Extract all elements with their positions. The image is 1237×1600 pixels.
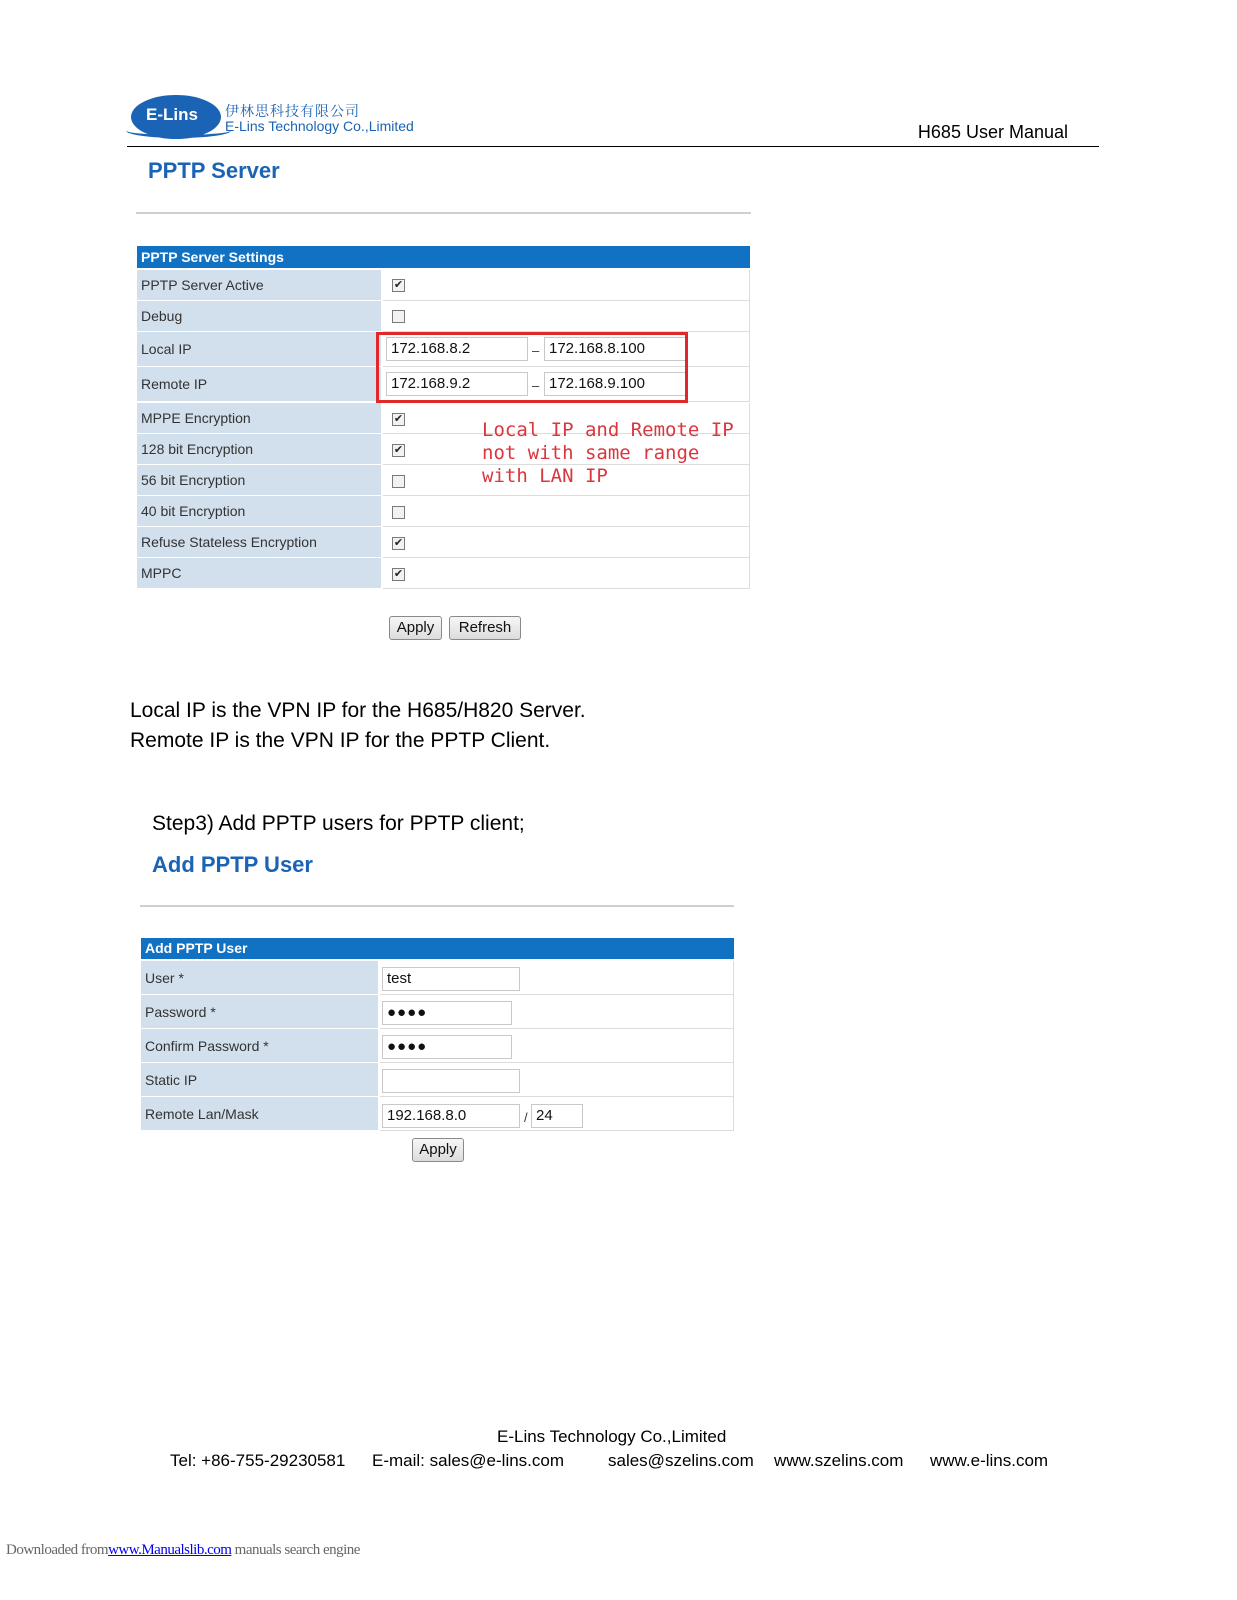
apply-button[interactable]: Apply (389, 616, 442, 640)
label-user: User * (141, 961, 378, 995)
title-divider (140, 905, 734, 907)
label-refuse-stateless-encryption: Refuse Stateless Encryption (137, 527, 381, 558)
mppe-encryption-checkbox[interactable]: ✔ (393, 413, 404, 425)
value-cell (383, 558, 750, 589)
local-ip-description: Local IP is the VPN IP for the H685/H820 Server. (130, 699, 586, 722)
refresh-button[interactable]: Refresh (449, 616, 521, 640)
password-input[interactable]: ●●●● (382, 1001, 512, 1025)
label-static-ip: Static IP (141, 1063, 378, 1097)
refuse-stateless-encryption-checkbox[interactable]: ✔ (393, 537, 404, 549)
add-pptp-user-title: Add PPTP User (152, 852, 313, 877)
56-bit-encryption-checkbox[interactable] (392, 475, 405, 488)
label-remote-lan-mask: Remote Lan/Mask (141, 1097, 378, 1131)
label-mppe-encryption: MPPE Encryption (137, 403, 381, 434)
download-prefix: Downloaded from (6, 1542, 109, 1558)
company-name-chinese: 伊林思科技有限公司 (225, 104, 360, 120)
manual-title: H685 User Manual (917, 122, 1068, 142)
confirm-password-input[interactable]: ●●●● (382, 1035, 512, 1059)
label-local-ip: Local IP (137, 332, 381, 367)
footer-email: E-mail: sales@e-lins.com (372, 1451, 565, 1470)
footer-website-2: www.e-lins.com (930, 1451, 1049, 1470)
add-user-apply-button[interactable]: Apply (412, 1138, 464, 1162)
label-password: Password * (141, 995, 378, 1029)
company-name-english: E-Lins Technology Co.,Limited (225, 118, 414, 134)
manualslib-link[interactable]: www.Manualslib.com (108, 1542, 232, 1558)
40-bit-encryption-checkbox[interactable] (392, 506, 405, 519)
mask-separator: / (524, 1110, 528, 1125)
debug-checkbox[interactable] (392, 310, 405, 323)
value-cell (383, 301, 750, 332)
header-divider (127, 146, 1099, 147)
step3-heading: Step3) Add PPTP users for PPTP client; (152, 812, 525, 835)
mask-input[interactable]: 24 (531, 1104, 583, 1128)
download-notice (6, 1542, 360, 1559)
remote-lan-input[interactable]: 192.168.8.0 (382, 1104, 520, 1128)
remote-ip-description: Remote IP is the VPN IP for the PPTP Client. (130, 729, 551, 752)
label-128-bit-encryption: 128 bit Encryption (137, 434, 381, 465)
pptp-server-active-checkbox[interactable]: ✔ (393, 279, 404, 291)
remote-ip-end-input[interactable]: 172.168.9.100 (544, 372, 686, 396)
user-input[interactable]: test (382, 967, 520, 991)
pptp-server-settings-header: PPTP Server Settings (137, 246, 750, 268)
footer-company: E-Lins Technology Co.,Limited (497, 1427, 727, 1446)
label-confirm-password: Confirm Password * (141, 1029, 378, 1063)
logo-swoosh (126, 123, 231, 138)
label-pptp-server-active: PPTP Server Active (137, 270, 381, 301)
label-debug: Debug (137, 301, 381, 332)
label-40-bit-encryption: 40 bit Encryption (137, 496, 381, 527)
value-cell (383, 270, 750, 301)
add-pptp-user-header: Add PPTP User (141, 938, 734, 959)
range-separator: – (532, 343, 540, 358)
label-remote-ip: Remote IP (137, 367, 381, 402)
local-ip-start-input[interactable]: 172.168.8.2 (386, 337, 528, 361)
local-ip-end-input[interactable]: 172.168.8.100 (544, 337, 686, 361)
static-ip-input[interactable] (382, 1069, 520, 1093)
range-separator: – (532, 378, 540, 393)
footer-website-1: www.szelins.com (774, 1451, 904, 1470)
logo: E-Lins (146, 105, 198, 124)
pptp-server-title: PPTP Server (148, 158, 280, 183)
remote-ip-start-input[interactable]: 172.168.9.2 (386, 372, 528, 396)
highlight-box (376, 332, 688, 403)
footer-email-2: sales@szelins.com (608, 1451, 754, 1470)
footer-tel: Tel: +86-755-29230581 (170, 1451, 346, 1470)
title-divider (136, 212, 751, 214)
mppc-checkbox[interactable]: ✔ (393, 568, 404, 580)
label-mppc: MPPC (137, 558, 381, 589)
label-56-bit-encryption: 56 bit Encryption (137, 465, 381, 496)
128-bit-encryption-checkbox[interactable]: ✔ (393, 444, 404, 456)
value-cell (383, 527, 750, 558)
value-cell (383, 496, 750, 527)
annotation-note: Local IP and Remote IP not with same range with LAN IP (482, 419, 734, 487)
download-suffix: manuals search engine (231, 1542, 360, 1558)
